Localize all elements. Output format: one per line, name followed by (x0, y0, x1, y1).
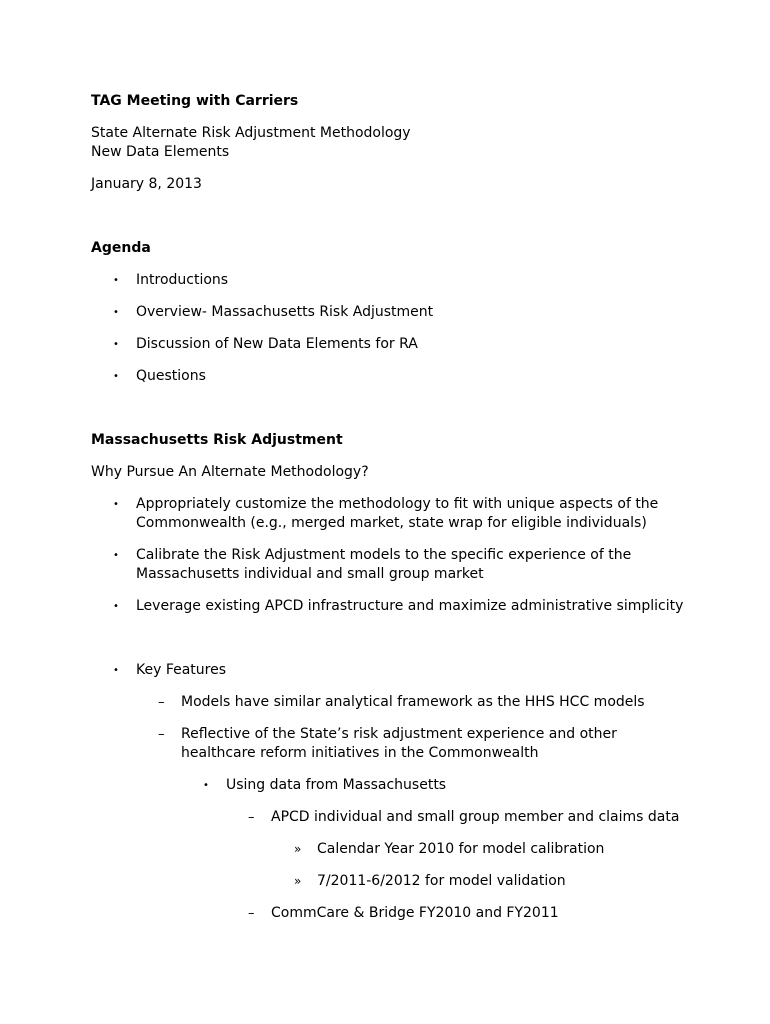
dash-icon: – (248, 810, 255, 825)
reason-item-continued: Massachusetts individual and small group market (136, 566, 484, 582)
feature-item-continued: healthcare reform initiatives in the Commonwealth (181, 745, 539, 761)
raquo-icon: » (294, 842, 302, 856)
dash-icon: – (158, 695, 165, 710)
reason-item: Calibrate the Risk Adjustment models to the specific experience of the (136, 547, 632, 563)
agenda-heading: Agenda (91, 240, 151, 256)
apcd-subitem: Calendar Year 2010 for model calibration (317, 841, 605, 857)
bullet-icon: • (113, 550, 119, 561)
bullet-icon: • (113, 275, 119, 286)
apcd-subitem: 7/2011-6/2012 for model validation (317, 873, 566, 889)
bullet-icon: • (113, 307, 119, 318)
agenda-item: Overview- Massachusetts Risk Adjustment (136, 304, 434, 320)
key-features-item: Key Features (136, 662, 227, 678)
bullet-icon: • (113, 601, 119, 612)
dash-icon: – (158, 727, 165, 742)
bullet-icon: • (113, 665, 119, 676)
apcd-item: APCD individual and small group member and claims data (271, 809, 680, 825)
agenda-item: Discussion of New Data Elements for RA (136, 336, 418, 352)
document-subtitle: New Data Elements (91, 144, 230, 160)
agenda-item: Questions (136, 368, 206, 384)
bullet-icon: • (113, 371, 119, 382)
bullet-icon: • (113, 499, 119, 510)
agenda-item: Introductions (136, 272, 229, 288)
feature-item: Reflective of the State’s risk adjustment experience and other (181, 726, 617, 742)
reason-item: Leverage existing APCD infrastructure and maximize administrative simplicity (136, 598, 684, 614)
feature-item: Models have similar analytical framework as the HHS HCC models (181, 694, 645, 710)
bullet-icon: • (113, 339, 119, 350)
reason-item: Appropriately customize the methodology to fit with unique aspects of the (136, 496, 659, 512)
dash-icon: – (248, 906, 255, 921)
commcare-item: CommCare & Bridge FY2010 and FY2011 (271, 905, 559, 921)
document-subtitle: State Alternate Risk Adjustment Methodology (91, 125, 411, 141)
section-heading: Massachusetts Risk Adjustment (91, 432, 343, 448)
raquo-icon: » (294, 874, 302, 888)
reason-item-continued: Commonwealth (e.g., merged market, state wrap for eligible individuals) (136, 515, 647, 531)
data-source-item: Using data from Massachusetts (226, 777, 447, 793)
document-date: January 8, 2013 (91, 176, 202, 192)
bullet-icon: • (203, 780, 209, 791)
document-title: TAG Meeting with Carriers (91, 93, 299, 109)
section-question: Why Pursue An Alternate Methodology? (91, 464, 369, 480)
